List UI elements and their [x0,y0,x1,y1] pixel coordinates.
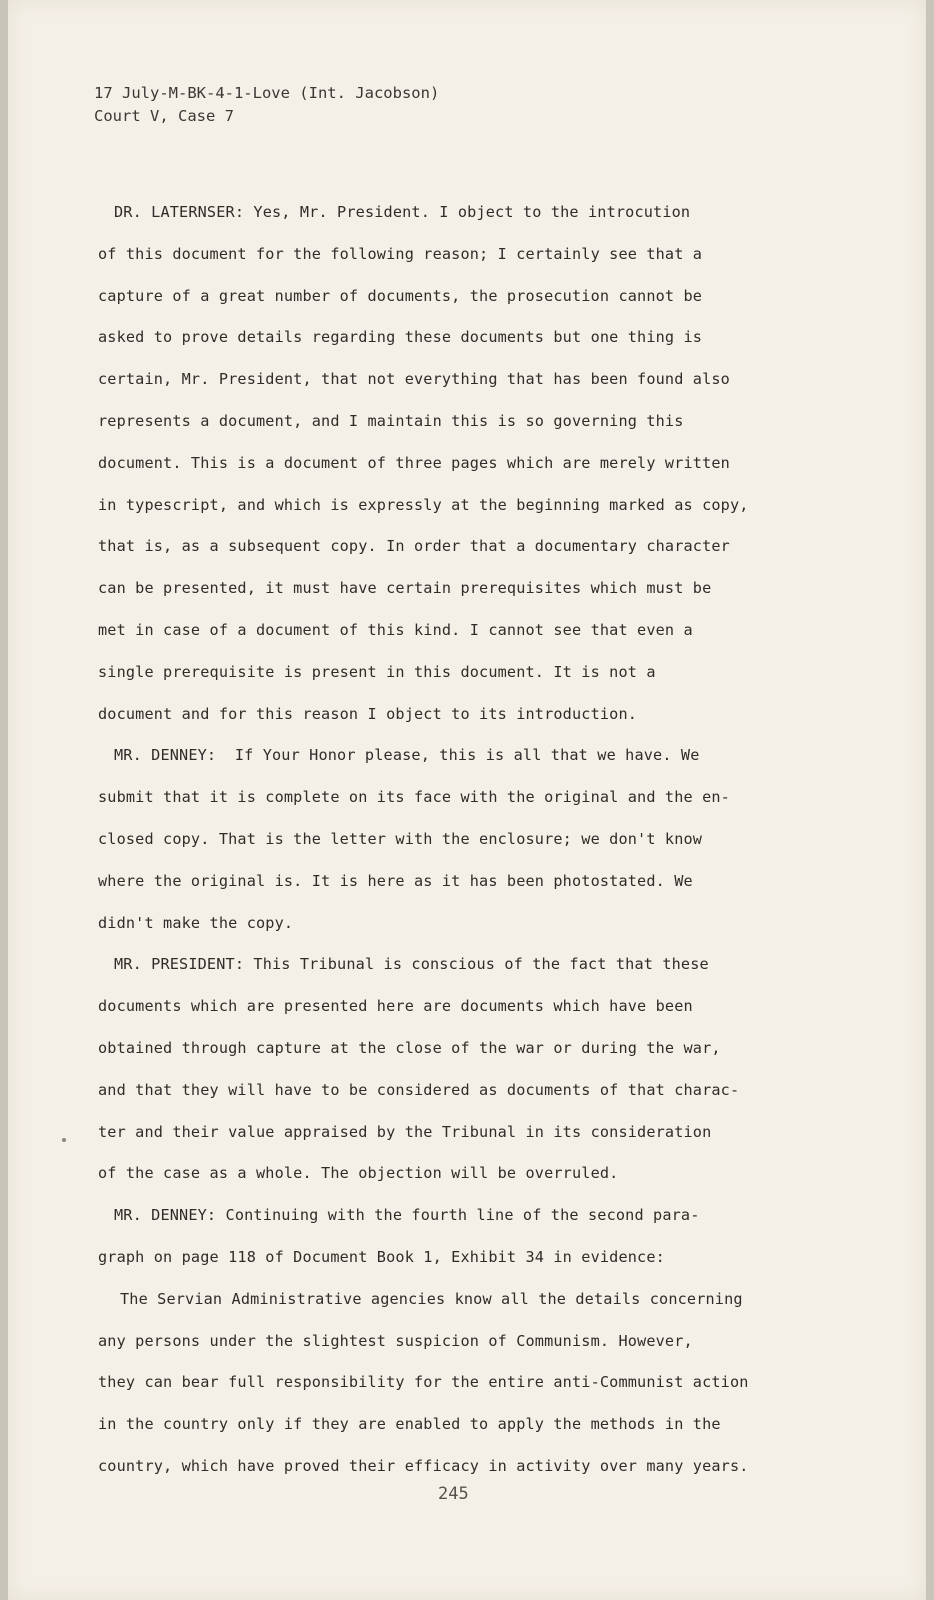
transcript-line: didn't make the copy. [98,913,294,932]
quoted-line: they can bear full responsibility for the entire anti-Communist action [98,1373,749,1392]
transcript-line: certain, Mr. President, that not everything that has been found also [98,370,730,389]
speaker-label: DR. LATERNSER: [114,203,245,221]
speaker-label: MR. DENNEY: [114,1206,217,1225]
transcript-line: of the case as a whole. The objection will be overruled. [98,1164,619,1183]
transcript-line: in typescript, and which is expressly at the beginning marked as copy, [98,495,749,514]
transcript-body [98,203,828,1499]
line-text: This Tribunal is conscious of the fact that these [244,955,709,974]
transcript-line: capture of a great number of documents, the prosecution cannot be [98,286,703,305]
quoted-line: country, which have proved their efficacy in activity over many years. [98,1456,749,1475]
document-page [8,0,926,1600]
transcript-line: document. This is a document of three pages which are merely written [98,453,730,472]
speaker-label: MR. PRESIDENT: [114,955,245,974]
quoted-line: in the country only if they are enabled to apply the methods in the [98,1415,721,1434]
line-text: Yes, Mr. President. I object to the introcution [244,203,691,221]
transcript-line: represents a document, and I maintain this is so governing this [98,411,684,430]
speaker-label: MR. DENNEY: [114,746,217,765]
transcript-line [98,203,828,245]
page-number: 245 [438,1484,469,1504]
line-text: Continuing with the fourth line of the second para- [216,1206,700,1225]
transcript-line: submit that it is complete on its face with the original and the en- [98,788,730,807]
transcript-line: closed copy. That is the letter with the enclosure; we don't know [98,829,703,848]
transcript-line [98,955,828,997]
transcript-line: that is, as a subsequent copy. In order that a documentary character [98,537,730,556]
transcript-line: asked to prove details regarding these documents but one thing is [98,328,703,347]
transcript-line: document and for this reason I object to its introduction. [98,704,638,723]
transcript-line: ter and their value appraised by the Tribunal in its consideration [98,1122,712,1141]
transcript-line: and that they will have to be considered as documents of that charac- [98,1080,740,1099]
transcript-line: can be presented, it must have certain prerequisites which must be [98,579,712,598]
transcript-line: of this document for the following reason; I certainly see that a [98,244,703,263]
transcript-line: documents which are presented here are documents which have been [98,997,693,1016]
transcript-line: met in case of a document of this kind. I cannot see that even a [98,620,693,639]
paper-mark [62,1138,66,1142]
transcript-line [98,1206,828,1248]
header-court-line: Court V, Case 7 [94,107,234,125]
quoted-line: any persons under the slightest suspicion of Communism. However, [98,1331,693,1350]
transcript-line: single prerequisite is present in this document. It is not a [98,662,656,681]
document-header [94,82,439,128]
header-reference-line: 17 July-M-BK-4-1-Love (Int. Jacobson) [94,84,440,102]
line-text: If Your Honor please, this is all that we have. We [216,746,700,765]
transcript-line [98,746,828,788]
transcript-line: graph on page 118 of Document Book 1, Exhibit 34 in evidence: [98,1247,665,1266]
transcript-line: obtained through capture at the close of the war or during the war, [98,1038,721,1057]
transcript-line: where the original is. It is here as it has been photostated. We [98,871,693,890]
quoted-line: The Servian Administrative agencies know all the details concerning [120,1289,743,1308]
